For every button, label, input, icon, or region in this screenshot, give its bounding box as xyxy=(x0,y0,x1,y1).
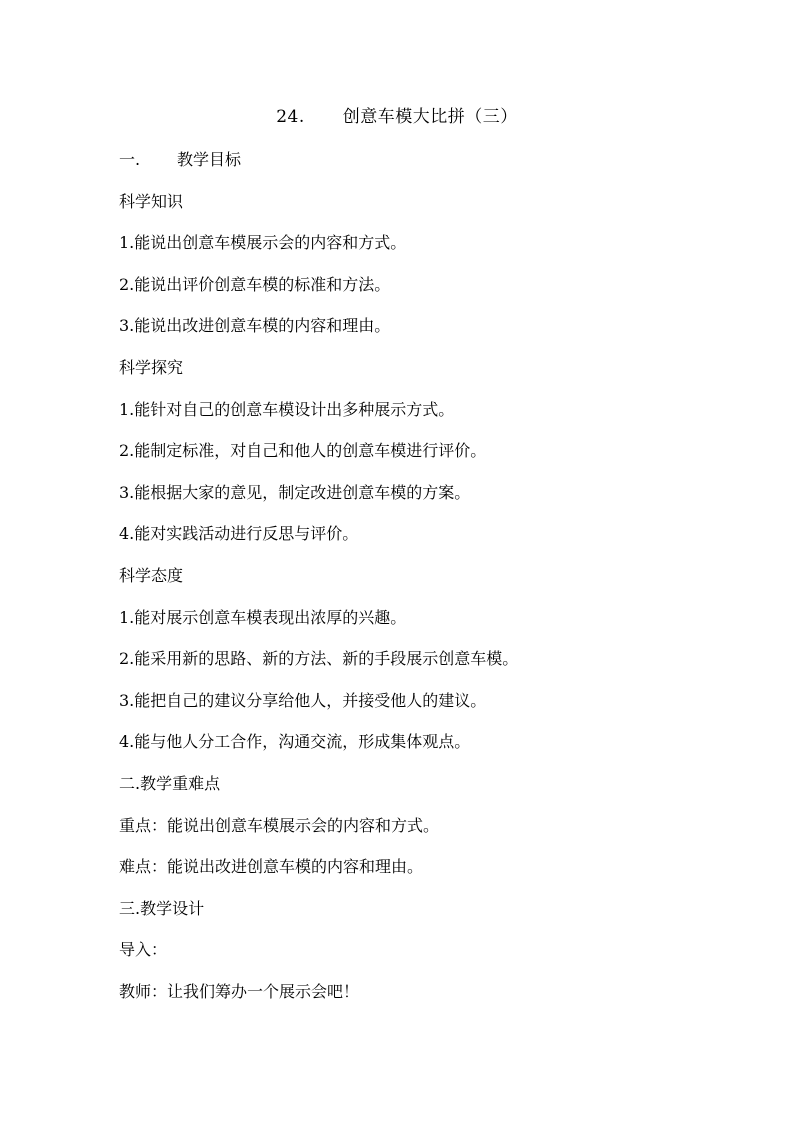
section-heading-key-points: 二.教学重难点 xyxy=(119,773,221,793)
subheading-knowledge: 科学知识 xyxy=(119,191,184,211)
list-item: 4.能对实践活动进行反思与评价。 xyxy=(119,524,359,544)
section-heading-design: 三.教学设计 xyxy=(119,898,205,918)
lesson-title-text: 创意车模大比拼（三） xyxy=(342,107,518,127)
list-item: 3.能说出改进创意车模的内容和理由。 xyxy=(119,316,391,336)
subheading-attitude: 科学态度 xyxy=(119,565,184,585)
list-item: 2.能采用新的思路、新的方法、新的手段展示创意车模。 xyxy=(119,649,519,669)
list-item: 3.能根据大家的意见，制定改进创意车模的方案。 xyxy=(119,482,471,502)
lesson-title xyxy=(0,106,794,128)
subheading-inquiry: 科学探究 xyxy=(119,357,184,377)
list-item: 1.能针对自己的创意车模设计出多种展示方式。 xyxy=(119,399,455,419)
intro-label: 导入： xyxy=(119,940,168,960)
list-item: 1.能说出创意车模展示会的内容和方式。 xyxy=(119,233,407,253)
section-number: 一. xyxy=(119,150,141,169)
list-item: 2.能制定标准，对自己和他人的创意车模进行评价。 xyxy=(119,441,487,461)
list-item: 3.能把自己的建议分享给他人，并接受他人的建议。 xyxy=(119,690,487,710)
lesson-number: 24. xyxy=(276,107,305,127)
difficult-point-text: 难点：能说出改进创意车模的内容和理由。 xyxy=(119,857,424,877)
section-title: 教学目标 xyxy=(177,150,242,169)
list-item: 2.能说出评价创意车模的标准和方法。 xyxy=(119,274,391,294)
key-point-text: 重点：能说出创意车模展示会的内容和方式。 xyxy=(119,815,440,835)
list-item: 1.能对展示创意车模表现出浓厚的兴趣。 xyxy=(119,607,407,627)
list-item: 4.能与他人分工合作，沟通交流，形成集体观点。 xyxy=(119,732,471,752)
document-body xyxy=(119,149,719,1022)
teacher-line: 教师：让我们筹办一个展示会吧！ xyxy=(119,981,360,1001)
section-heading-objectives xyxy=(119,149,719,191)
